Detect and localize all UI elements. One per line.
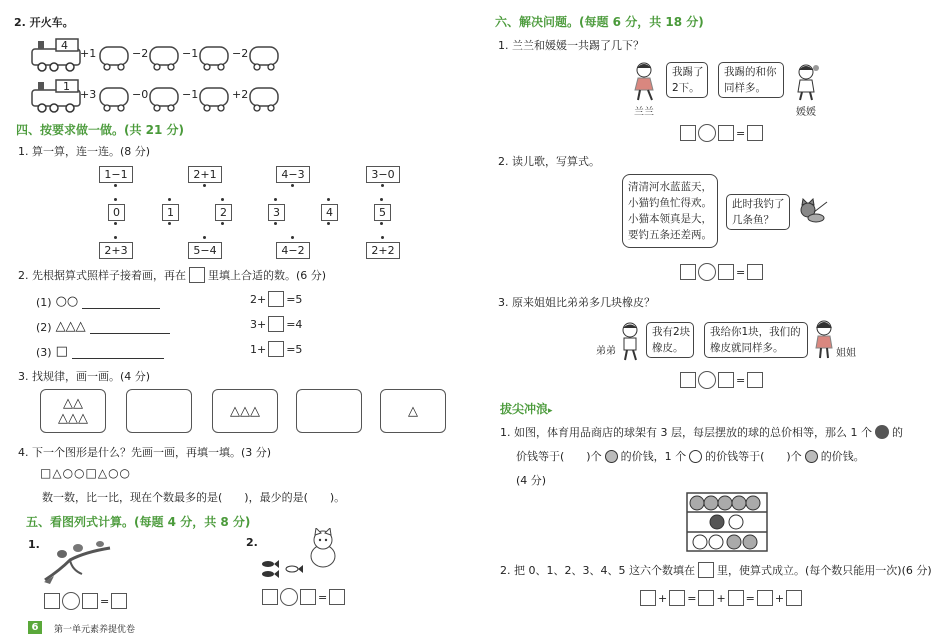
- answer-box[interactable]: [680, 125, 696, 141]
- speech-bubble-didi: 我有2块 橡皮。: [646, 322, 694, 358]
- train-row-1: [30, 35, 280, 73]
- eq-left: 2+: [250, 292, 267, 306]
- challenge-q2-answer: [640, 590, 802, 606]
- answer-box[interactable]: [300, 589, 316, 605]
- s4-q2-label-a: 2. 先根据算式照样子接着画，再在: [18, 269, 186, 282]
- equation-row-1: [250, 291, 302, 307]
- operator: =: [687, 591, 697, 605]
- top-expression-card: 2+1: [188, 166, 222, 183]
- volleyball-icon: [805, 450, 818, 463]
- train-op: −2: [132, 47, 149, 60]
- challenge-q1-score: (4 分): [516, 474, 547, 487]
- poem-line: 小猫钓鱼忙得欢。: [628, 197, 712, 209]
- challenge-title: [500, 400, 553, 417]
- poem-box: [622, 174, 718, 248]
- speech-bubble-cat: 此时我钓了 几条鱼？: [726, 194, 790, 230]
- answer-box[interactable]: [747, 372, 763, 388]
- challenge-q2-label: [500, 562, 932, 578]
- girl-yuanyuan-icon: [790, 62, 822, 102]
- connect-dot[interactable]: [203, 236, 206, 239]
- eq-right: =4: [286, 317, 303, 331]
- number-card: 1: [162, 204, 179, 221]
- birds-on-branch-icon: [40, 540, 120, 584]
- s4-q3-label: 3. 找规律，画一画。(4 分): [18, 370, 151, 383]
- name-jiejie: 姐姐: [836, 348, 856, 359]
- answer-box[interactable]: [786, 590, 802, 606]
- challenge-q1-text: 的价钱，1 个: [620, 450, 687, 463]
- answer-box[interactable]: [680, 264, 696, 280]
- answer-box-sample: [189, 267, 205, 283]
- answer-box[interactable]: [111, 593, 127, 609]
- train-op: +1: [80, 47, 97, 60]
- draw-row-1: [36, 294, 160, 309]
- poem-line: 小猫本领真是大，: [628, 213, 712, 225]
- operator-circle[interactable]: [698, 124, 716, 142]
- s6-q3-label: 3. 原来姐姐比弟弟多几块橡皮？: [498, 296, 655, 309]
- s6-q3-answer: =: [680, 371, 763, 389]
- operator: +: [774, 591, 785, 605]
- answer-box[interactable]: [640, 590, 656, 606]
- equation-row-3: [250, 341, 302, 357]
- equation-row-2: [250, 316, 302, 332]
- operator-circle[interactable]: [62, 592, 80, 610]
- connect-dot[interactable]: [114, 198, 117, 201]
- connect-dot[interactable]: [274, 198, 277, 201]
- challenge-q1-text: 价钱等于( )个: [516, 450, 602, 463]
- train-row-2: [30, 76, 280, 114]
- train-engine-1-number: 4: [61, 39, 68, 52]
- bottom-expression-card: 2+2: [366, 242, 400, 259]
- challenge-q1-line2: [516, 448, 865, 464]
- answer-box[interactable]: [44, 593, 60, 609]
- operator: =: [745, 591, 755, 605]
- connect-dot[interactable]: [114, 222, 117, 225]
- draw-line[interactable]: [82, 308, 160, 309]
- train-op: −2: [232, 47, 249, 60]
- connect-dot[interactable]: [168, 198, 171, 201]
- answer-box[interactable]: [268, 291, 284, 307]
- footer-title: 第一单元素养提优卷: [54, 625, 136, 635]
- train-question-label: 2. 开火车。: [14, 16, 74, 29]
- connect-dot[interactable]: [274, 222, 277, 225]
- row-tag: (1): [36, 296, 52, 309]
- s6-q1-label: 1. 兰兰和媛媛一共踢了几下？: [498, 39, 644, 52]
- page-number: 6: [28, 621, 42, 634]
- answer-box[interactable]: [262, 589, 278, 605]
- answer-box[interactable]: [669, 590, 685, 606]
- speech-bubble-lanlan: 我踢了 2下。: [666, 62, 708, 98]
- section-4-title: 四、按要求做一做。(共 21 分): [16, 123, 185, 137]
- s5-q1-number: 1.: [28, 538, 40, 551]
- section-6-title: 六、解决问题。(每题 6 分，共 18 分): [495, 15, 704, 29]
- name-didi: 弟弟: [596, 346, 616, 357]
- connect-dot[interactable]: [114, 184, 117, 187]
- s6-q2-label: 2. 读儿歌，写算式。: [498, 155, 600, 168]
- challenge-q1-text: 的价钱等于( )个: [705, 450, 802, 463]
- shape-sequence: □△○○□△○○: [40, 466, 132, 480]
- row-shapes: △△△: [55, 319, 86, 334]
- train-engine-2-number: 1: [63, 80, 70, 93]
- answer-box[interactable]: [718, 372, 734, 388]
- answer-box[interactable]: [728, 590, 744, 606]
- operator: +: [658, 591, 668, 605]
- section-5-title: 五、看图列式计算。(每题 4 分，共 8 分): [26, 515, 251, 529]
- pattern-box-3: △△△: [212, 389, 278, 433]
- train-op: −1: [182, 47, 199, 60]
- poem-line: 要钓五条还差两。: [628, 229, 712, 241]
- row-tag: (3): [36, 346, 52, 359]
- answer-box-sample: [698, 562, 714, 578]
- name-yuanyuan: 媛媛: [796, 107, 816, 118]
- number-card: 4: [321, 204, 338, 221]
- train-op: +3: [80, 88, 97, 101]
- draw-row-3: [36, 344, 164, 359]
- s4-q4-label: 4. 下一个图形是什么？先画一画，再填一填。(3 分): [18, 446, 272, 459]
- answer-box[interactable]: [747, 264, 763, 280]
- speech-bubble-yuanyuan: 我踢的和你 同样多。: [718, 62, 784, 98]
- soccer-ball-icon: [689, 450, 702, 463]
- boy-didi-icon: [616, 320, 646, 362]
- s6-q1-answer: =: [680, 124, 763, 142]
- train-op: −1: [182, 88, 199, 101]
- s5-q1-answer: =: [44, 592, 127, 610]
- connect-dot[interactable]: [221, 222, 224, 225]
- speech-bubble-jiejie: 我给你1块，我们的 橡皮就同样多。: [704, 322, 808, 358]
- pattern-box-5: △: [380, 389, 446, 433]
- s4-q2-label-b: 里填上合适的数。(6 分): [208, 269, 327, 282]
- connect-dot[interactable]: [221, 198, 224, 201]
- s5-q2-number: 2.: [246, 536, 258, 549]
- answer-box[interactable]: [747, 125, 763, 141]
- challenge-q1-text: 的价钱。: [820, 450, 865, 463]
- connect-dot[interactable]: [114, 236, 117, 239]
- connect-dot[interactable]: [291, 236, 294, 239]
- bottom-expression-card: 4−2: [276, 242, 310, 259]
- answer-box[interactable]: [268, 316, 284, 332]
- number-card: 0: [108, 204, 125, 221]
- challenge-title-text: 拔尖冲浪: [500, 402, 549, 416]
- s6-q2-answer: =: [680, 263, 763, 281]
- answer-box[interactable]: [268, 341, 284, 357]
- answer-box[interactable]: [698, 590, 714, 606]
- operator: +: [716, 591, 726, 605]
- connect-dot[interactable]: [381, 184, 384, 187]
- eq-left: 3+: [250, 317, 267, 331]
- answer-box[interactable]: [718, 125, 734, 141]
- s5-q2-answer: =: [262, 588, 345, 606]
- draw-row-2: [36, 319, 170, 334]
- operator-circle[interactable]: [698, 371, 716, 389]
- challenge-q2-text-b: 里，使算式成立。(每个数只能用一次)(6 分): [716, 564, 932, 577]
- number-card: 5: [374, 204, 391, 221]
- answer-box[interactable]: [680, 372, 696, 388]
- connect-dot[interactable]: [380, 222, 383, 225]
- poem-line: 清清河水蓝蓝天，: [628, 181, 712, 193]
- pattern-box-4-empty[interactable]: [296, 389, 362, 433]
- girl-jiejie-icon: [810, 318, 838, 360]
- pattern-box-2-empty[interactable]: [126, 389, 192, 433]
- row-tag: (2): [36, 321, 52, 334]
- answer-box[interactable]: [718, 264, 734, 280]
- bottom-expression-card: 2+3: [99, 242, 133, 259]
- row-shapes: ○○: [55, 294, 79, 309]
- arrow-icon: ▸: [548, 406, 553, 416]
- bottom-expression-card: 5−4: [188, 242, 222, 259]
- s4-q4-fill: 数一数，比一比，现在个数最多的是( )，最少的是( )。: [42, 491, 346, 504]
- cat-icon: [306, 528, 340, 568]
- eq-left: 1+: [250, 342, 267, 356]
- connect-dot[interactable]: [203, 184, 206, 187]
- operator-circle[interactable]: [280, 588, 298, 606]
- draw-line[interactable]: [72, 358, 164, 359]
- volleyball-icon: [605, 450, 618, 463]
- name-lanlan: 兰兰: [634, 107, 654, 118]
- fish-icon: [258, 558, 308, 582]
- draw-line[interactable]: [90, 333, 170, 334]
- challenge-q1-text-end: 的: [891, 426, 903, 439]
- connect-dot[interactable]: [380, 198, 383, 201]
- challenge-q1-text: 1. 如图，体育用品商店的球架有 3 层，每层摆放的球的总价相等，那么 1 个: [500, 426, 872, 439]
- connect-dot[interactable]: [168, 222, 171, 225]
- connect-dot[interactable]: [327, 222, 330, 225]
- number-card: 2: [215, 204, 232, 221]
- connect-dot[interactable]: [327, 198, 330, 201]
- fishing-cat-icon: [794, 198, 828, 224]
- top-expression-card: 4−3: [276, 166, 310, 183]
- basketball-icon: [875, 425, 889, 439]
- answer-box[interactable]: [329, 589, 345, 605]
- train-op: −0: [132, 88, 149, 101]
- answer-box[interactable]: [757, 590, 773, 606]
- answer-box[interactable]: [82, 593, 98, 609]
- pattern-box-1: △△ △△△: [40, 389, 106, 433]
- eq-right: =5: [286, 292, 303, 306]
- connect-dot[interactable]: [381, 236, 384, 239]
- challenge-q1-line1: [500, 424, 940, 440]
- challenge-q2-text-a: 2. 把 0、1、2、3、4、5 这六个数填在: [500, 564, 695, 577]
- top-expression-card: 1−1: [99, 166, 133, 183]
- s4-q1-label: 1. 算一算，连一连。(8 分): [18, 145, 151, 158]
- eq-right: =5: [286, 342, 303, 356]
- top-expression-card: 3−0: [366, 166, 400, 183]
- connect-dot[interactable]: [291, 184, 294, 187]
- ball-rack-icon: [686, 492, 768, 552]
- train-op: +2: [232, 88, 249, 101]
- s4-q2-label: [18, 267, 326, 283]
- operator-circle[interactable]: [698, 263, 716, 281]
- number-card: 3: [268, 204, 285, 221]
- row-shapes: □: [55, 344, 68, 359]
- girl-lanlan-icon: [628, 60, 660, 102]
